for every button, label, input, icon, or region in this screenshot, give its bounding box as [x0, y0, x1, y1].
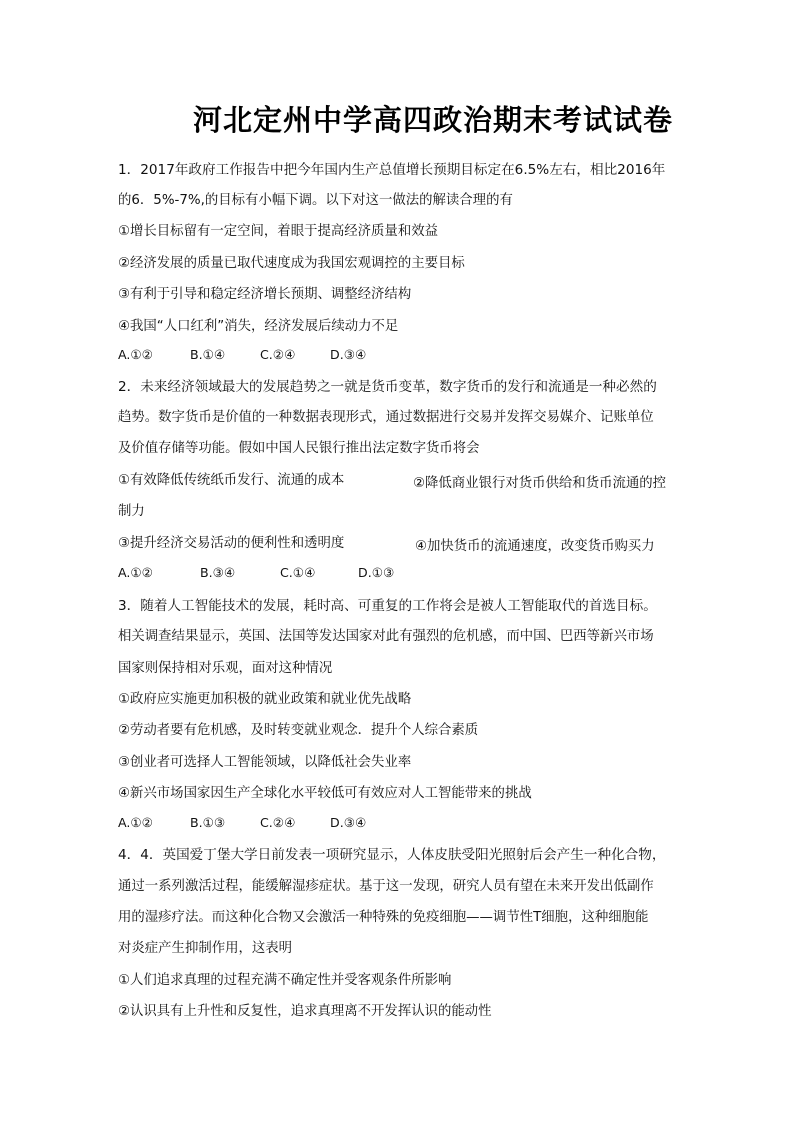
- q2-option-b: B.③④: [200, 565, 236, 580]
- q2-option-d: D.①③: [358, 565, 395, 580]
- q3-item-4: ④新兴市场国家因生产全球化水平较低可有效应对人工智能带来的挑战: [118, 786, 532, 801]
- q3-stem-line-1: 3．随着人工智能技术的发展，耗时高、可重复的工作将会是被人工智能取代的首选目标。: [118, 598, 657, 614]
- q2-item-2-cont: 制力: [118, 504, 145, 519]
- q4-item-1: ①人们追求真理的过程充满不确定性并受客观条件所影响: [118, 973, 452, 988]
- q1-item-1: ①增长目标留有一定空间，着眼于提高经济质量和效益: [118, 224, 438, 239]
- q3-option-a: A.①②: [118, 815, 153, 830]
- q3-option-d: D.③④: [330, 815, 367, 830]
- q1-stem-line-2: 的6．5%-7%,的目标有小幅下调。以下对这一做法的解读合理的有: [118, 193, 513, 208]
- q2-stem-line-3: 及价值存储等功能。假如中国人民银行推出法定数字货币将会: [118, 441, 480, 456]
- q3-item-3: ③创业者可选择人工智能领域，以降低社会失业率: [118, 755, 412, 770]
- q1-option-c: C.②④: [260, 347, 296, 362]
- q1-option-b: B.①④: [190, 347, 226, 362]
- q4-item-2: ②认识具有上升性和反复性，追求真理离不开发挥认识的能动性: [118, 1004, 492, 1019]
- q3-item-2: ②劳动者要有危机感，及时转变就业观念．提升个人综合素质: [118, 723, 479, 738]
- q2-item-3: ③提升经济交易活动的便利性和透明度: [118, 536, 345, 551]
- q4-stem-line-2: 通过一系列激活过程，能缓解湿疹症状。基于这一发现，研究人员有望在未来开发出低副作: [118, 879, 654, 894]
- q4-stem-line-4: 对炎症产生抑制作用，这表明: [118, 941, 293, 956]
- q2-item-2: ②降低商业银行对货币供给和货币流通的控: [413, 476, 667, 491]
- q4-stem-line-3: 用的湿疹疗法。而这种化合物又会激活一种特殊的免疫细胞——调节性T细胞，这种细胞能: [118, 910, 649, 925]
- q3-stem-line-3: 国家则保持相对乐观，面对这种情况: [118, 661, 333, 676]
- q3-stem-line-2: 相关调查结果显示，英国、法国等发达国家对此有强烈的危机感，而中国、巴西等新兴市场: [118, 629, 654, 644]
- q2-item-1: ①有效降低传统纸币发行、流通的成本: [118, 473, 345, 488]
- q3-option-c: C.②④: [260, 815, 296, 830]
- q2-stem-line-1: 2．未来经济领域最大的发展趋势之一就是货币变革，数字货币的发行和流通是一种必然的: [118, 379, 657, 395]
- q2-stem-line-2: 趋势。数字货币是价值的一种数据表现形式，通过数据进行交易并发挥交易媒介、记账单位: [118, 410, 654, 425]
- q1-item-3: ③有利于引导和稳定经济增长预期、调整经济结构: [118, 287, 412, 302]
- q3-item-1: ①政府应实施更加积极的就业政策和就业优先战略: [118, 692, 412, 707]
- q3-option-b: B.①③: [190, 815, 226, 830]
- exam-title: 河北定州中学高四政治期末考试试卷: [193, 103, 674, 137]
- q1-stem-line-1: 1．2017年政府工作报告中把今年国内生产总值增长预期目标定在6.5%左右，相比2016年: [118, 162, 666, 178]
- q2-option-a: A.①②: [118, 565, 153, 580]
- q2-option-c: C.①④: [280, 565, 316, 580]
- q1-option-d: D.③④: [330, 347, 367, 362]
- q4-stem-line-1: 4．4．英国爱丁堡大学日前发表一项研究显示，人体皮肤受阳光照射后会产生一种化合物，: [118, 847, 666, 863]
- q1-item-4: ④我国“人口红利”消失，经济发展后续动力不足: [118, 319, 399, 334]
- q2-item-4: ④加快货币的流通速度，改变货币购买力: [415, 539, 655, 554]
- q1-item-2: ②经济发展的质量已取代速度成为我国宏观调控的主要目标: [118, 256, 465, 271]
- q1-option-a: A.①②: [118, 347, 153, 362]
